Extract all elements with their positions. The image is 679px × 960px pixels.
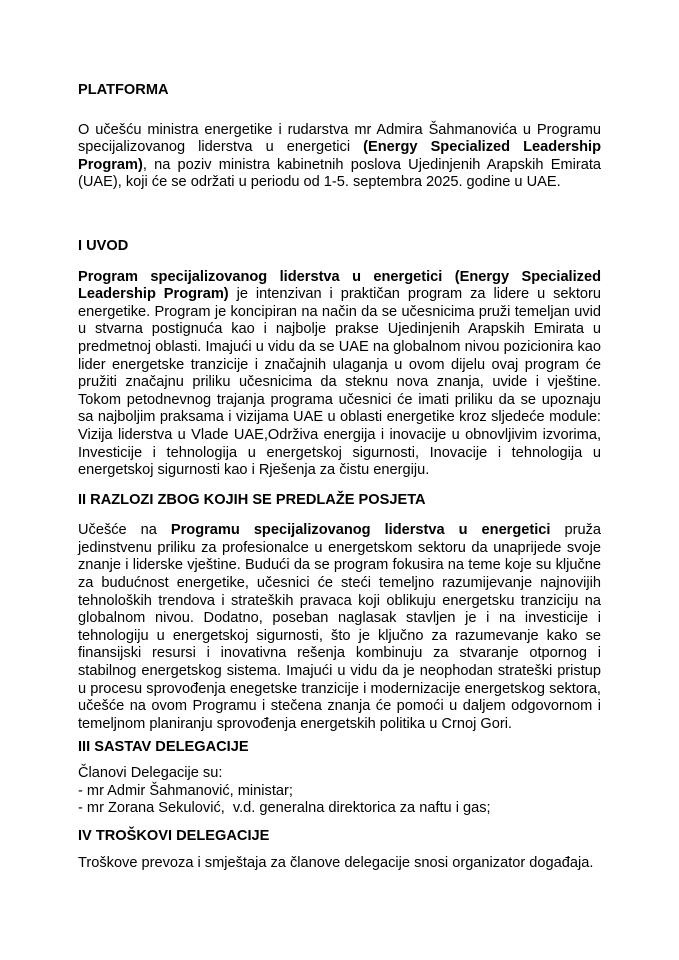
delegation-member-minister: - mr Admir Šahmanović, ministar; [78,782,293,799]
section-heading-troskovi: IV TROŠKOVI DELEGACIJE [78,827,270,844]
uvod-paragraph-text: je intenzivan i praktičan program za lidere u sektoru energetike. Program je koncipiran na način da se učesnicima pruži temeljan uvid u stvarna postignuća kao i najbolje prakse Ujedinjenih Arapskih Emirata u predmetnoj oblasti. Imajući u vidu da se UAE na globalnom nivou pozicionira kao lider energetske tranzicije i značajnih ulaganja u ovom dijelu ovaj program će pružiti značajnu priliku učesnicima da steknu nova znanja, uvide i vještine. Tokom petodnevnog trajanja programa učesnici će imati priliku da se upoznaju sa najboljim praksama i vizijama UAE u oblasti energetike kroz sljedeće module: Vizija liderstva u Vlade UAE,Održiva energija i inovacije u obnovljivim izvorima, Investicije i tehnologija u energetskoj sigurnosti, Inovacije i tehnologija u energetskoj sigurnosti kao i Rješenja za čistu energiju. [78,286,601,479]
razlozi-text-before: Učešće na [78,522,171,539]
uvod-program-name-bold: Program specijalizovanog liderstva u energetici (Energy Specialized Leadership Program) [78,268,601,303]
intro-program-name-bold: (Energy Specialized Leadership Program) [78,139,601,173]
section-heading-uvod: I UVOD [78,237,129,254]
razlozi-program-name-bold: Programu specijalizovanog liderstva u energetici [170,522,551,539]
troskovi-paragraph: Troškove prevoza i smještaja za članove delegacije snosi organizator događaja. [78,855,594,872]
delegation-member-director: - mr Zorana Sekulović, v.d. generalna direktorica za naftu i gas; [78,800,491,817]
document-title: PLATFORMA [78,82,169,98]
intro-text-after: , na poziv ministra kabinetnih poslova Ujedinjenih Arapskih Emirata (UAE), koji će se održati u periodu od 1-5. septembra 2025. godine u UAE. [78,156,601,191]
delegation-members-label: Članovi Delegacije su: [78,765,223,781]
intro-text-before: O učešću ministra energetike i rudarstva mr Admira Šahmanovića u Programu specijalizovanog liderstva u energetici [78,121,601,156]
section-heading-sastav: III SASTAV DELEGACIJE [78,739,249,756]
razlozi-text-after: pruža jedinstvenu priliku za profesionalce u energetskom sektoru da unaprijede svoje znanje i liderske vještine. Budući da se program fokusira na teme koje su ključne za budućnost energetike, učesnici će steći temeljno razumijevanje najnovijih tehnoloških trendova i strateških pravaca koji oblikuju energetsku tranziciju na globalnom nivou. Dodatno, poseban naglasak stavljen je i na investicije i tehnologiju u energetskoj sigurnosti, što je ključno za razumevanje kako se finansijski resursi i inovativna rešenja kombinuju za stvaranje otpornog i stabilnog energetskog sistema. Imajući u vidu da je neophodan strateški pristup u procesu sprovođenja enegetske tranzicije i modernizacije energetskog sektora, učešće na ovom Programu i stečena znanja će pomoći u daljem odgovornom i temeljnom planiranju sprovođenja energetskih politika u Crnoj Gori. [78,522,601,732]
intro-paragraph [78,122,601,192]
razlozi-paragraph [78,522,601,733]
section-heading-razlozi: II RAZLOZI ZBOG KOJIH SE PREDLAŽE POSJETA [78,491,426,508]
uvod-paragraph [78,269,601,480]
